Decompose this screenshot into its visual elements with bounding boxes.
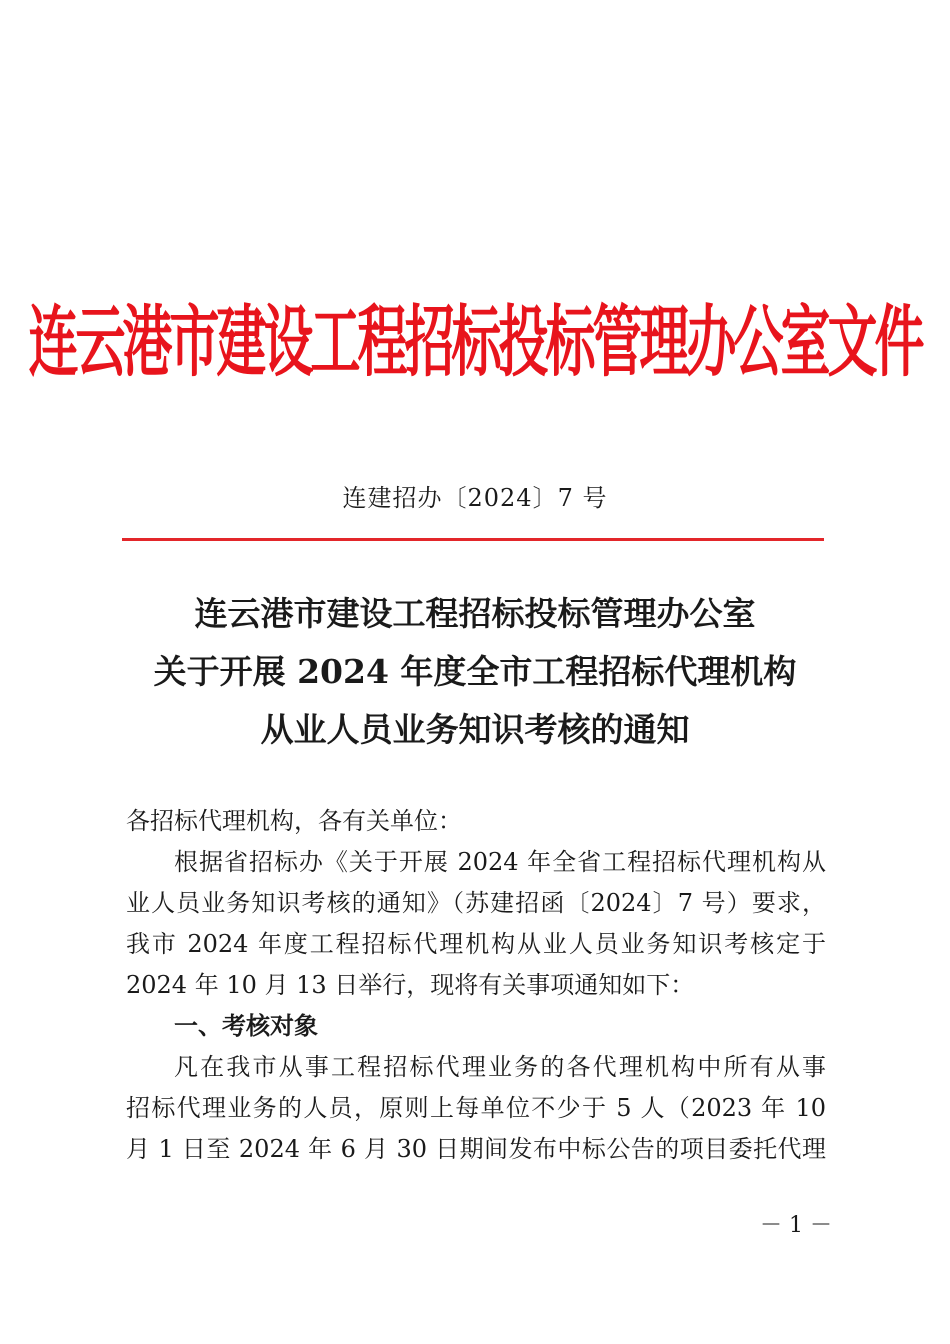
paragraph-1-line-2: 业人员业务知识考核的通知》（苏建招函〔2024〕7 号）要求， — [126, 889, 826, 917]
paragraph-2-line-2: 招标代理业务的人员，原则上每单位不少于 5 人（2023 年 10 — [126, 1094, 826, 1122]
title-line-2: 关于开展 2024 年度全市工程招标代理机构 — [153, 652, 797, 691]
masthead-title: 连云港市建设工程招标投标管理办公室文件 — [28, 297, 922, 387]
salutation: 各招标代理机构，各有关单位： — [126, 807, 462, 835]
page-number: － 1 － — [760, 1213, 832, 1238]
section-1-heading: 一、考核对象 — [174, 1012, 318, 1040]
paragraph-2-line-1: 凡在我市从事工程招标代理业务的各代理机构中所有从事 — [174, 1053, 826, 1081]
title-line-1: 连云港市建设工程招标投标管理办公室 — [194, 594, 756, 633]
body-text — [126, 801, 826, 1170]
paragraph-2-line-3: 月 1 日至 2024 年 6 月 30 日期间发布中标公告的项目委托代理 — [126, 1135, 826, 1163]
paragraph-1-line-3: 我市 2024 年度工程招标代理机构从业人员业务知识考核定于 — [126, 930, 826, 958]
paragraph-1-line-1: 根据省招标办《关于开展 2024 年全省工程招标代理机构从 — [174, 848, 826, 876]
title-line-3: 从业人员业务知识考核的通知 — [260, 710, 690, 749]
document-number: 连建招办〔2024〕7 号 — [342, 484, 608, 512]
red-divider-line — [122, 538, 824, 541]
paragraph-1-line-4: 2024 年 10 月 13 日举行，现将有关事项通知如下： — [126, 971, 695, 999]
